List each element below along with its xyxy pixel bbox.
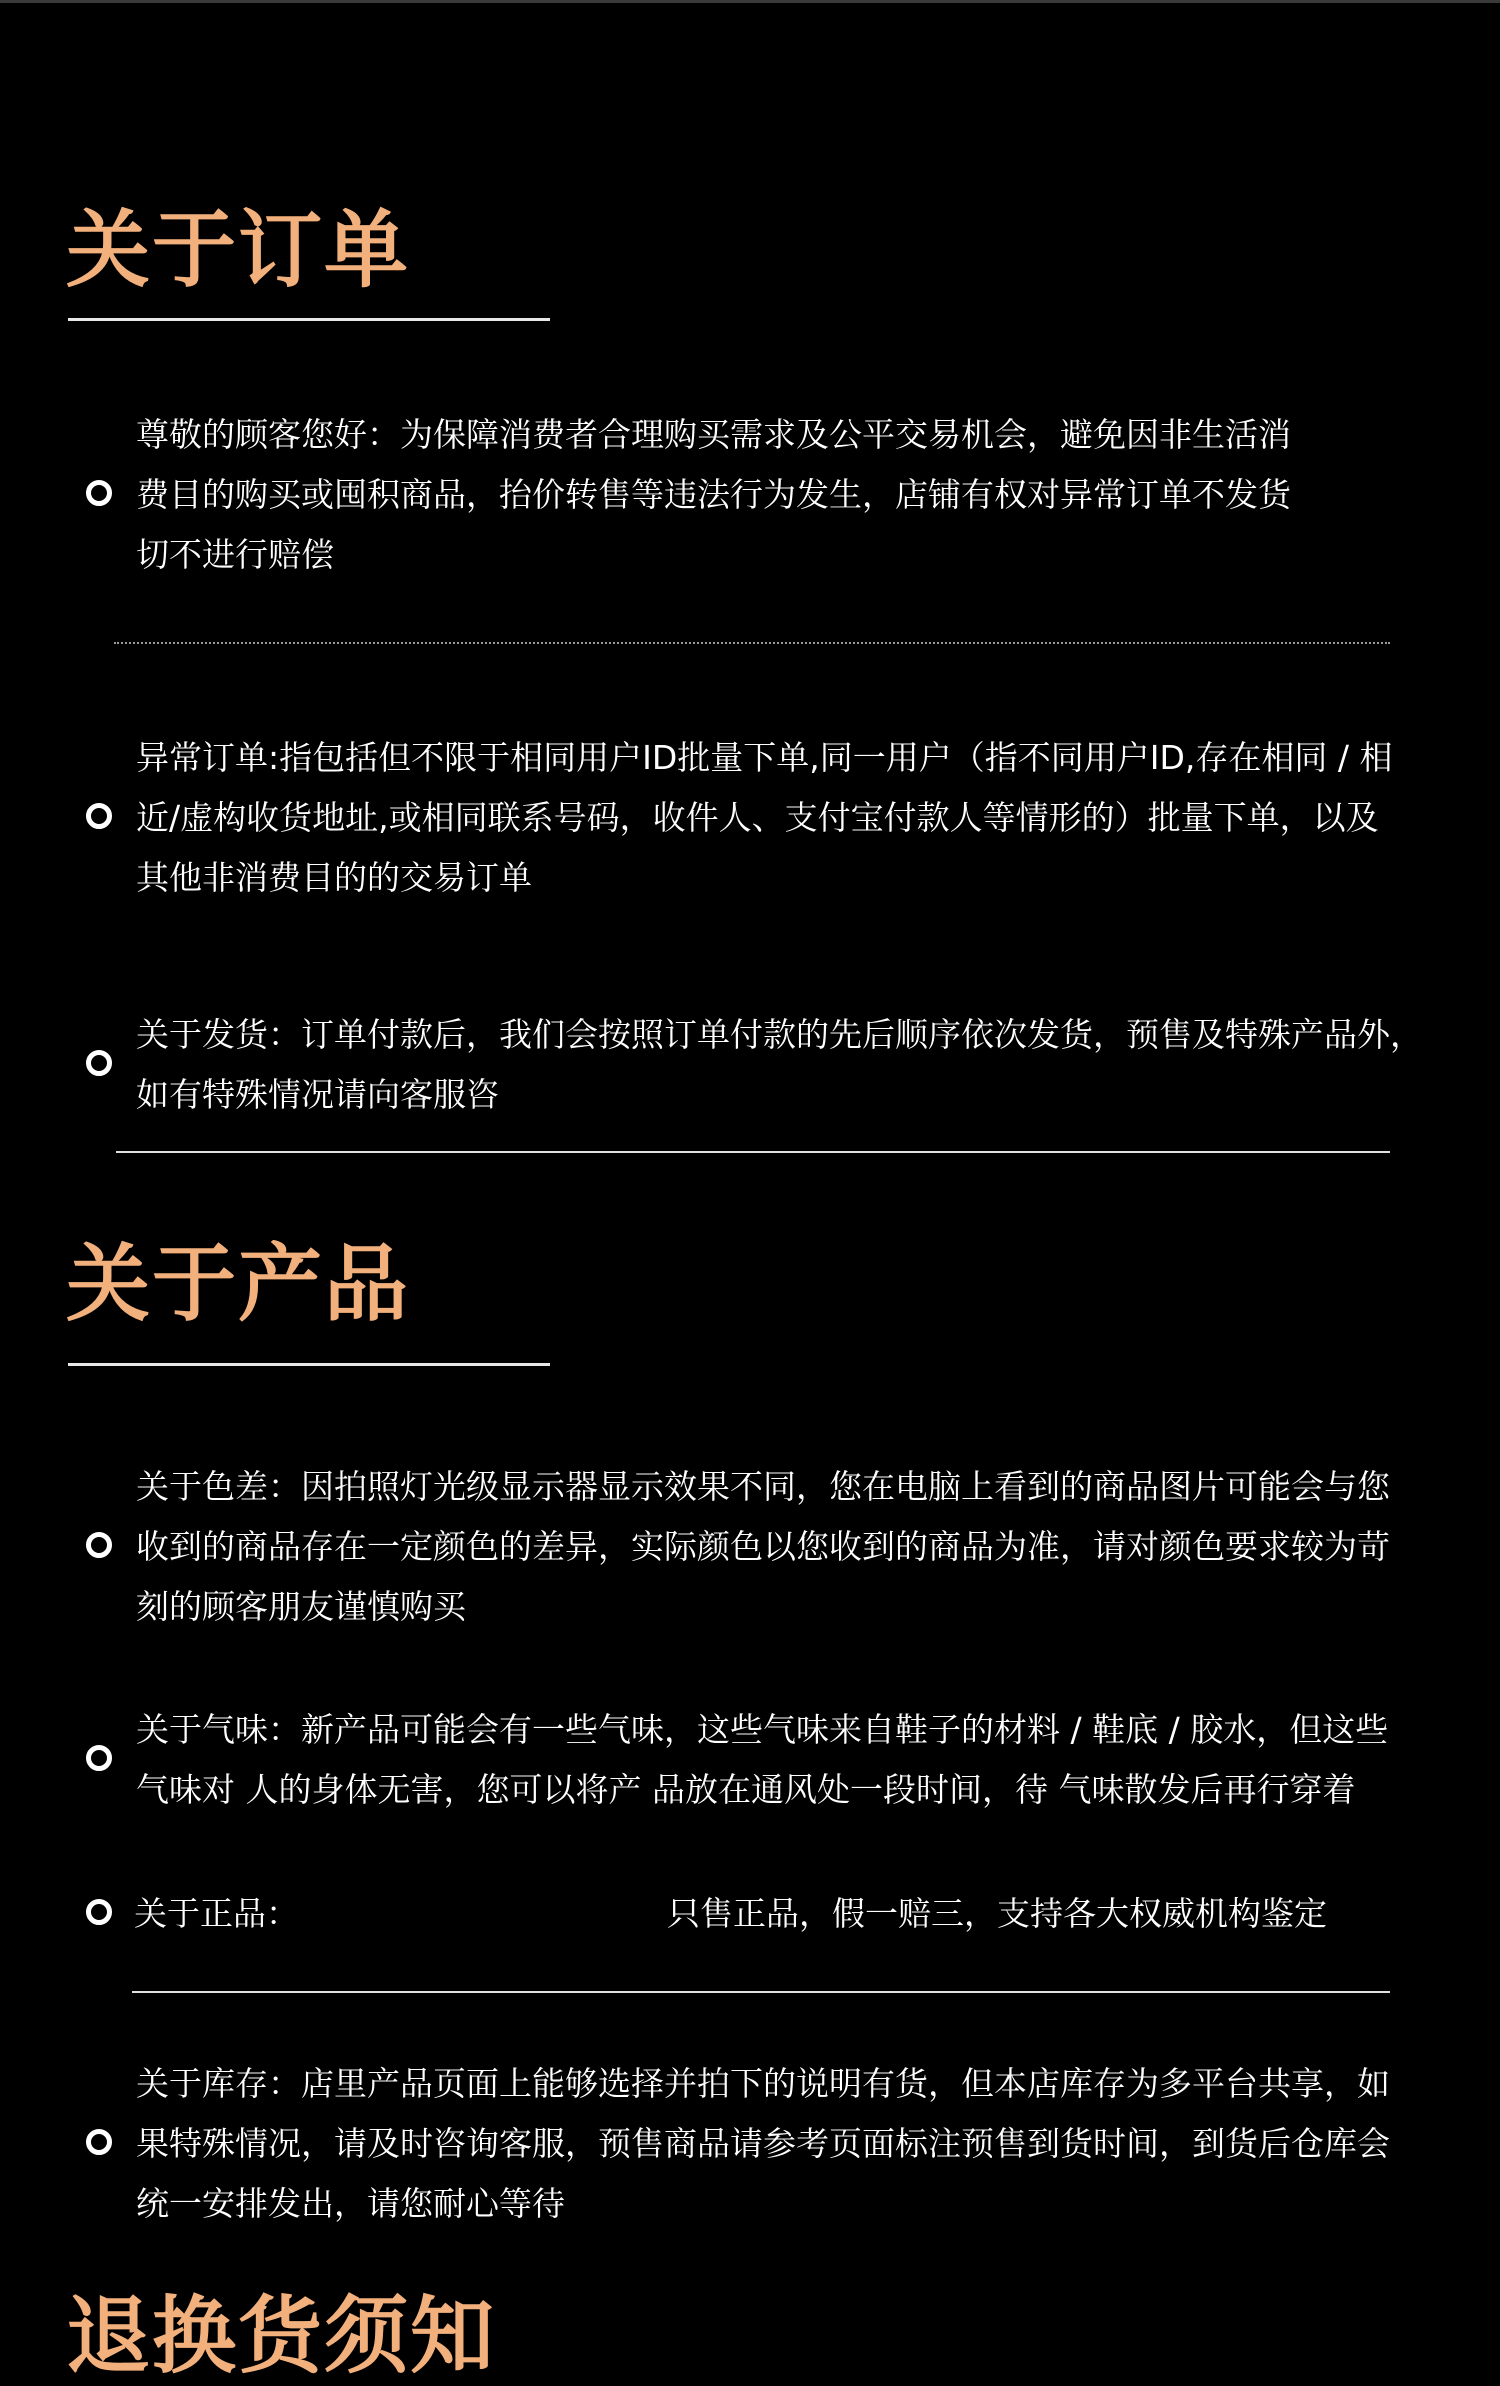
section-title-underline <box>68 318 550 321</box>
dotted-divider <box>114 642 1390 644</box>
genuine-value: 只售正品，假一赔三，支持各大权威机构鉴定 <box>667 1894 1327 1933</box>
item-text: 关于库存：店里产品页面上能够选择并拍下的说明有货，但本店库存为多平台共享，如 果特殊情况，请及时咨询客服，预售商品请参考页面标注预售到货时间，到货后仓库会 统一安排发出，请您耐心等待 <box>136 2064 1390 2223</box>
genuine-label: 关于正品： <box>134 1894 299 1933</box>
item-text: 尊敬的顾客您好：为保障消费者合理购买需求及公平交易机会，避免因非生活消 费目的购买或囤积商品，抬价转售等违法行为发生，店铺有权对异常订单不发货 切不进行赔偿 <box>136 415 1291 574</box>
section-divider <box>116 1151 1390 1153</box>
section-title-underline <box>68 1363 550 1366</box>
list-item-color-difference <box>86 1457 1426 1637</box>
circle-bullet-icon <box>86 1532 112 1558</box>
item-text: 关于色差：因拍照灯光级显示器显示效果不同，您在电脑上看到的商品图片可能会与您 收到的商品存在一定颜色的差异，实际颜色以您收到的商品为准，请对颜色要求较为苛 刻的顾客朋友谨慎购买 <box>136 1467 1390 1626</box>
list-item-odor <box>86 1700 1426 1820</box>
circle-bullet-icon <box>86 1745 112 1771</box>
circle-bullet-icon <box>86 803 112 829</box>
top-border <box>0 0 1500 3</box>
section-title-returns: 退换货须知 <box>66 2287 497 2385</box>
section-title-orders: 关于订单 <box>66 201 411 299</box>
list-item-stock <box>86 2054 1426 2234</box>
list-item-abnormal-orders <box>86 728 1426 908</box>
section-divider <box>132 1991 1390 1993</box>
circle-bullet-icon <box>86 2129 112 2155</box>
list-item-shipping <box>86 1005 1426 1125</box>
section-title-products: 关于产品 <box>66 1235 411 1333</box>
item-text: 关于发货：订单付款后，我们会按照订单付款的先后顺序依次发货，预售及特殊产品外， 如有特殊情况请向客服咨 <box>136 1015 1423 1114</box>
circle-bullet-icon <box>86 1050 112 1076</box>
list-item-genuine <box>86 1884 1426 1944</box>
circle-bullet-icon <box>86 480 112 506</box>
item-text: 关于气味：新产品可能会有一些气味，这些气味来自鞋子的材料 / 鞋底 / 胶水，但这些 气味对 人的身体无害，您可以将产 品放在通风处一段时间，待 气味散发后再行穿着 <box>136 1710 1389 1809</box>
item-text: 异常订单:指包括但不限于相同用户ID批量下单,同一用户（指不同用户ID,存在相同 / 相 近/虚构收货地址,或相同联系号码，收件人、支付宝付款人等情形的）批量下单，以及 其他非消费目的的交易订单 <box>136 738 1393 897</box>
list-item-customer-notice <box>86 405 1426 585</box>
circle-bullet-icon <box>86 1899 112 1925</box>
